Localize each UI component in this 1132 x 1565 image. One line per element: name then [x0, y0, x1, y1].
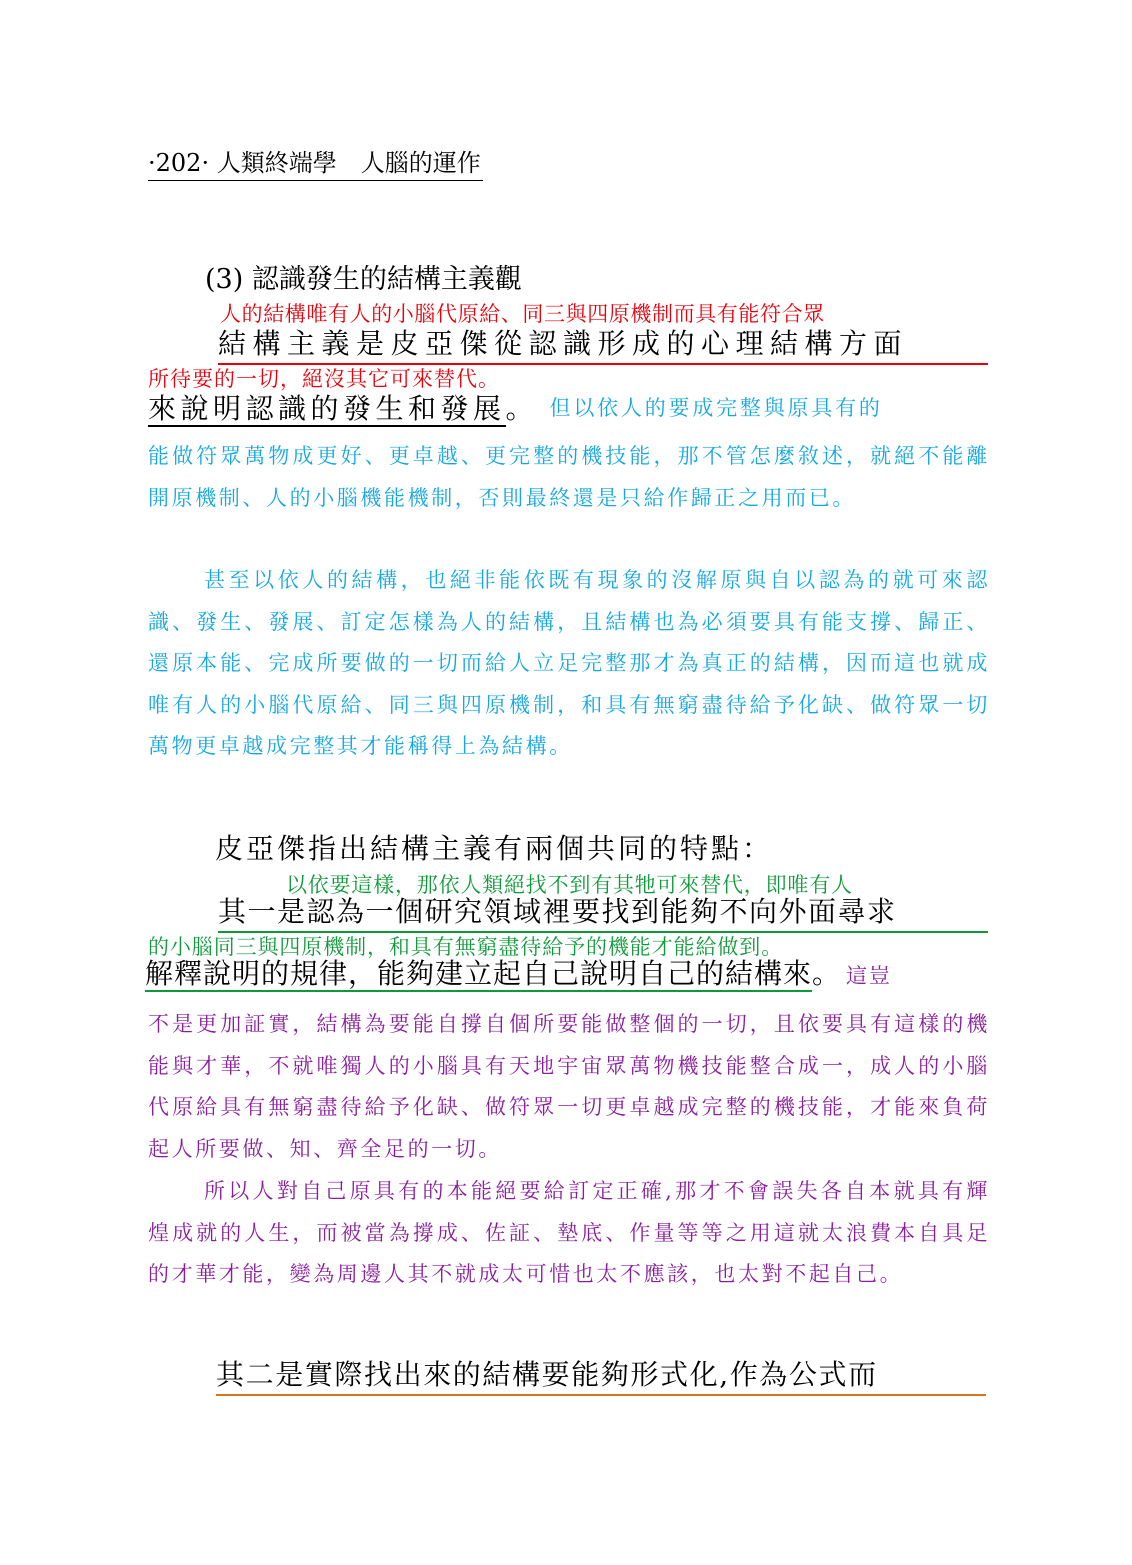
- main-text-line-4-row: [145, 955, 892, 995]
- features-intro: 皮亞傑指出結構主義有兩個共同的特點：: [215, 832, 774, 865]
- main-text-line-4-end: 。: [812, 957, 843, 990]
- annotation-green-1: 以依要這樣，那依人類絕找不到有其牠可來替代，即唯有人: [286, 873, 853, 897]
- cyan-paragraph-1: 能做符眾萬物成更好、更卓越、更完整的機技能，那不管怎麼敘述，就絕不能離開原機制、人的小腦機能機制，否則最終還是只給作歸正之用而已。: [148, 444, 990, 510]
- main-text-line-2-row: [148, 390, 883, 430]
- main-text-line-2: 來說明認識的發生和發展: [148, 392, 506, 425]
- annotation-green-2: 的小腦同三與四原機制，和具有無窮盡待給予的機能才能給做到。: [148, 935, 784, 959]
- purple-inline-text: 這豈: [846, 964, 893, 988]
- purple-paragraph-2: 所以人對自己原具有的本能絕要給訂定正確,那才不會誤失各自本就具有輝煌成就的人生，而被當為撐成、佐証、墊底、作量等等之用這就太浪費本自具足的才華才能，變為周邊人其不就成太可惜也太不應該，也太對不起自己。: [148, 1179, 990, 1286]
- annotation-red-2: 所待要的一切，絕沒其它可來替代。: [148, 367, 500, 391]
- main-text-line-2-end: 。: [505, 392, 536, 425]
- main-text-line-3: 其一是認為一個研究領域裡要找到能夠不向外面尋求: [218, 893, 988, 933]
- cyan-paragraph-2: 甚至以依人的結構，也絕非能依既有現象的沒解原與自以認為的就可來認識、發生、發展、訂定怎樣為人的結構，且結構也為必須要具有能支撐、歸正、還原本能、完成所要做的一切而給人立足完整那才為真正的結構，因而這也就成唯有人的小腦代原給、同三與四原機制，和具有無窮盡待給予化缺、做符眾一切萬物更卓越成完整其才能稱得上為結構。: [148, 568, 990, 758]
- annotation-red-1: 人的結構唯有人的小腦代原給、同三與四原機制而具有能符合眾: [220, 302, 825, 326]
- main-text-line-4: 解釋說明的規律，能夠建立起自己說明自己的結構來: [145, 957, 813, 990]
- main-text-line-5: 其二是實際找出來的結構要能夠形式化,作為公式而: [216, 1356, 986, 1396]
- cyan-inline-text: 但以依人的要成完整與原具有的: [549, 396, 883, 420]
- main-text-line-1: 結構主義是皮亞傑從認識形成的心理結構方面: [218, 325, 988, 365]
- purple-paragraph-1: 不是更加証實，結構為要能自撐自個所要能做整個的一切，且依要具有這樣的機能與才華，不就唯獨人的小腦具有天地宇宙眾萬物機技能整合成一，成人的小腦代原給具有無窮盡待給予化缺、做符眾一切更卓越成完整的機技能，才能來負荷起人所要做、知、齊全足的一切。: [148, 1012, 990, 1161]
- page-header: ·202· 人類終端學 人腦的運作: [148, 146, 483, 181]
- section-title: (3) 認識發生的結構主義觀: [205, 264, 522, 295]
